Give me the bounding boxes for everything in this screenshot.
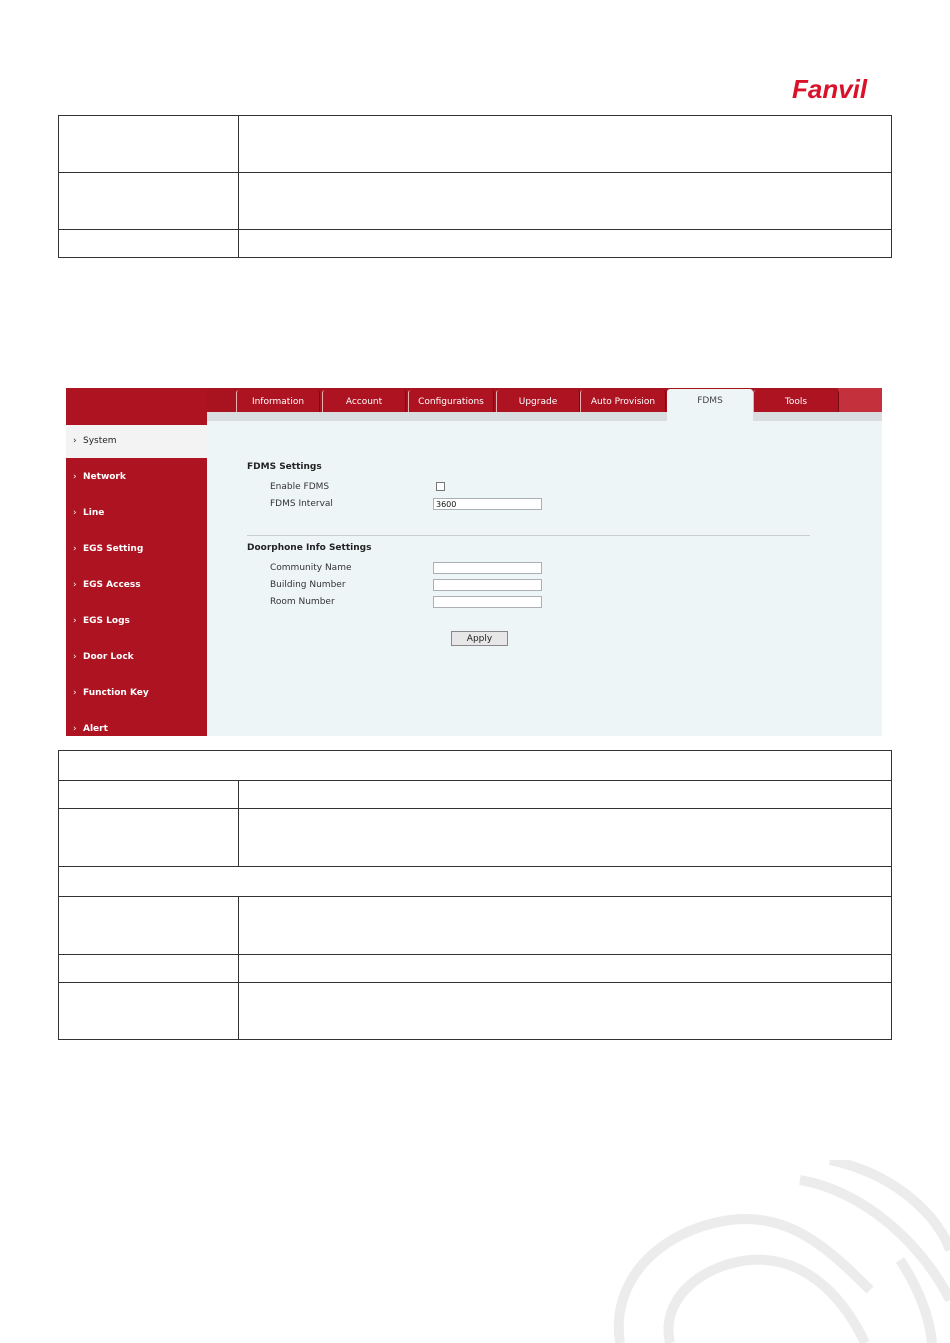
table-row xyxy=(59,897,892,955)
sidebar-item-label: Function Key xyxy=(83,688,149,698)
fanvil-logo xyxy=(790,74,886,104)
sidebar-item-egs-access[interactable] xyxy=(73,580,141,590)
enable-fdms-label: Enable FDMS xyxy=(270,482,330,492)
sidebar-item-label: Door Lock xyxy=(83,652,134,662)
tab-configurations[interactable]: Configurations xyxy=(408,390,494,412)
table-row xyxy=(59,116,892,173)
table-row xyxy=(59,751,892,781)
svg-text:Fanvil: Fanvil xyxy=(792,74,868,104)
sidebar-item-label: Line xyxy=(83,508,105,518)
chevron-right-icon: › xyxy=(73,508,77,518)
table-row xyxy=(59,173,892,230)
bottom-doc-table xyxy=(58,750,892,1040)
chevron-right-icon: › xyxy=(73,436,77,446)
tab-account[interactable]: Account xyxy=(322,390,406,412)
community-name-label: Community Name xyxy=(270,563,352,573)
web-ui-screenshot xyxy=(66,388,882,736)
room-number-label: Room Number xyxy=(270,597,335,607)
sidebar-item-label: EGS Setting xyxy=(83,544,144,554)
sidebar-item-egs-logs[interactable] xyxy=(73,616,130,626)
apply-button[interactable]: Apply xyxy=(451,631,508,646)
community-name-input[interactable] xyxy=(433,562,542,574)
sidebar-item-line[interactable] xyxy=(73,508,104,518)
sidebar-item-network[interactable] xyxy=(73,472,126,482)
table-row xyxy=(59,867,892,897)
top-doc-table xyxy=(58,115,892,258)
tab-auto-provision[interactable]: Auto Provision xyxy=(580,390,666,412)
sidebar-item-alert[interactable] xyxy=(73,724,108,734)
sidebar-item-label: EGS Access xyxy=(83,580,141,590)
sidebar-item-label: Alert xyxy=(83,724,108,734)
tab-fdms[interactable]: FDMS xyxy=(667,389,753,421)
tab-underline xyxy=(206,412,882,421)
tab-information[interactable]: Information xyxy=(236,390,320,412)
sidebar-item-function-key[interactable] xyxy=(73,688,149,698)
sidebar-header xyxy=(66,388,207,424)
room-number-input[interactable] xyxy=(433,596,542,608)
table-row xyxy=(59,781,892,809)
section-divider xyxy=(247,535,810,536)
table-row xyxy=(59,955,892,983)
chevron-right-icon: › xyxy=(73,472,77,482)
sidebar-item-door-lock[interactable] xyxy=(73,652,134,662)
chevron-right-icon: › xyxy=(73,544,77,554)
chevron-right-icon: › xyxy=(73,724,77,734)
table-row xyxy=(59,809,892,867)
sidebar-item-system[interactable] xyxy=(73,436,117,446)
sidebar-item-label: EGS Logs xyxy=(83,616,130,626)
sidebar-item-label: System xyxy=(83,436,117,446)
enable-fdms-checkbox[interactable] xyxy=(436,482,445,491)
chevron-right-icon: › xyxy=(73,688,77,698)
tab-upgrade[interactable]: Upgrade xyxy=(496,390,580,412)
sidebar-item-label: Network xyxy=(83,472,126,482)
fdms-interval-input[interactable]: 3600 xyxy=(433,498,542,510)
sidebar-item-egs-setting[interactable] xyxy=(73,544,143,554)
watermark-graphic xyxy=(600,1160,950,1343)
chevron-right-icon: › xyxy=(73,616,77,626)
doorphone-info-heading: Doorphone Info Settings xyxy=(247,543,372,553)
tab-tools[interactable]: Tools xyxy=(753,390,839,412)
building-number-label: Building Number xyxy=(270,580,346,590)
fdms-interval-label: FDMS Interval xyxy=(270,499,333,509)
chevron-right-icon: › xyxy=(73,652,77,662)
fdms-settings-heading: FDMS Settings xyxy=(247,462,322,472)
table-row xyxy=(59,230,892,258)
chevron-right-icon: › xyxy=(73,580,77,590)
table-row xyxy=(59,983,892,1040)
building-number-input[interactable] xyxy=(433,579,542,591)
